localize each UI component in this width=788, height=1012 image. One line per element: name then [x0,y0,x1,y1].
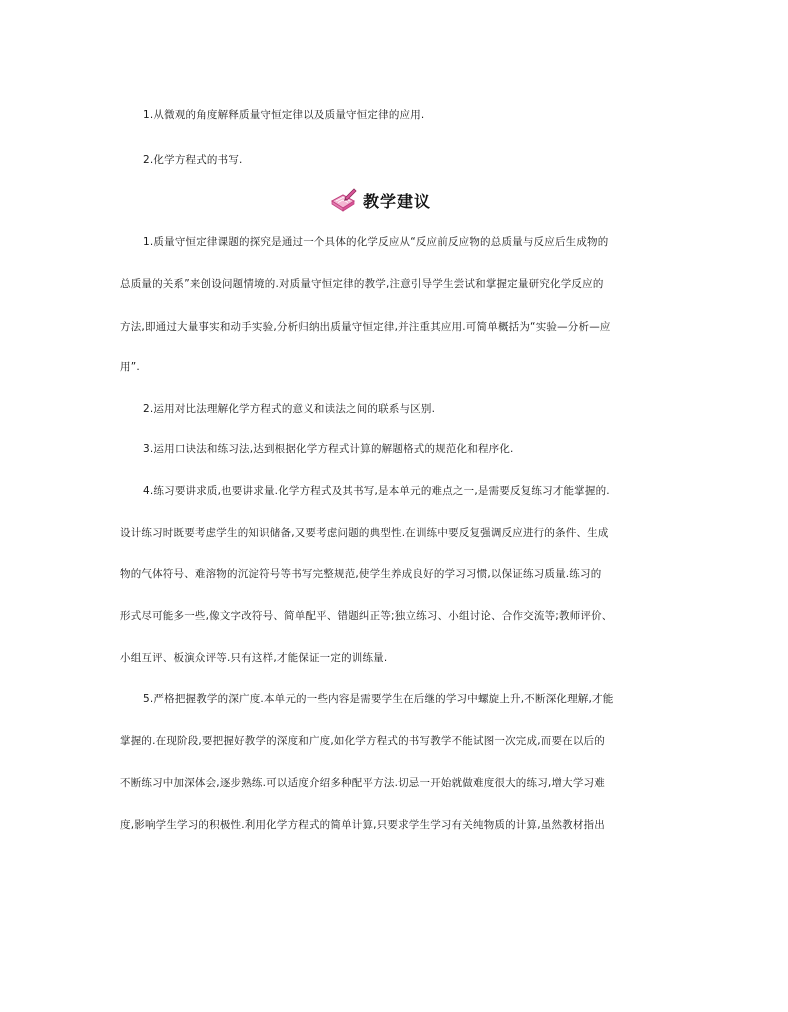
paragraph-1-line-3: 方法,即通过大量事实和动手实验,分析归纳出质量守恒定律,并注重其应用.可简单概括为“实验—分析—应 [120,321,611,333]
paragraph-4-line-1: 4.练习要讲求质,也要讲求量.化学方程式及其书写,是本单元的难点之一,是需要反复练习才能掌握的. [143,485,610,497]
paragraph-1-line-4: 用”. [120,361,140,373]
paragraph-3-line-1: 3.运用口诀法和练习法,达到根据化学方程式计算的解题格式的规范化和程序化. [143,443,514,455]
paragraph-5-line-3: 不断练习中加深体会,逐步熟练.可以适度介绍多种配平方法.切忌一开始就做难度很大的练习,增大学习难 [120,777,605,789]
paragraph-1-line-2: 总质量的关系”来创设问题情境的.对质量守恒定律的教学,注意引导学生尝试和掌握定量研究化学反应的 [120,278,604,290]
goal-item-1: 1.从微观的角度解释质量守恒定律以及质量守恒定律的应用. [143,109,425,121]
goal-item-2: 2.化学方程式的书写. [143,154,243,166]
paragraph-5-line-1: 5.严格把握教学的深广度.本单元的一些内容是需要学生在后继的学习中螺旋上升,不断深化理解,才能 [143,693,614,705]
section-title: 教学建议 [363,191,432,211]
paragraph-5-line-4: 度,影响学生学习的积极性.利用化学方程式的简单计算,只要求学生学习有关纯物质的计算,虽然教材指出 [120,819,605,831]
paragraph-4-line-4: 形式尽可能多一些,像文字改符号、简单配平、错题纠正等;独立练习、小组讨论、合作交流等;教师评价、 [120,610,613,622]
paragraph-5-line-2: 掌握的.在现阶段,要把握好教学的深度和广度,如化学方程式的书写教学不能试图一次完成,而要在以后的 [120,735,605,747]
paragraph-1-line-1: 1.质量守恒定律课题的探究是通过一个具体的化学反应从“反应前反应物的总质量与反应后生成物的 [143,236,609,248]
book-pen-icon [329,187,357,213]
section-heading [329,186,431,214]
paragraph-4-line-2: 设计练习时既要考虑学生的知识储备,又要考虑问题的典型性.在训练中要反复强调反应进行的条件、生成 [120,527,609,539]
paragraph-2-line-1: 2.运用对比法理解化学方程式的意义和读法之间的联系与区别. [143,403,436,415]
paragraph-4-line-3: 物的气体符号、难溶物的沉淀符号等书写完整规范,使学生养成良好的学习习惯,以保证练习质量.练习的 [120,568,602,580]
paragraph-4-line-5: 小组互评、板演众评等.只有这样,才能保证一定的训练量. [120,652,388,664]
